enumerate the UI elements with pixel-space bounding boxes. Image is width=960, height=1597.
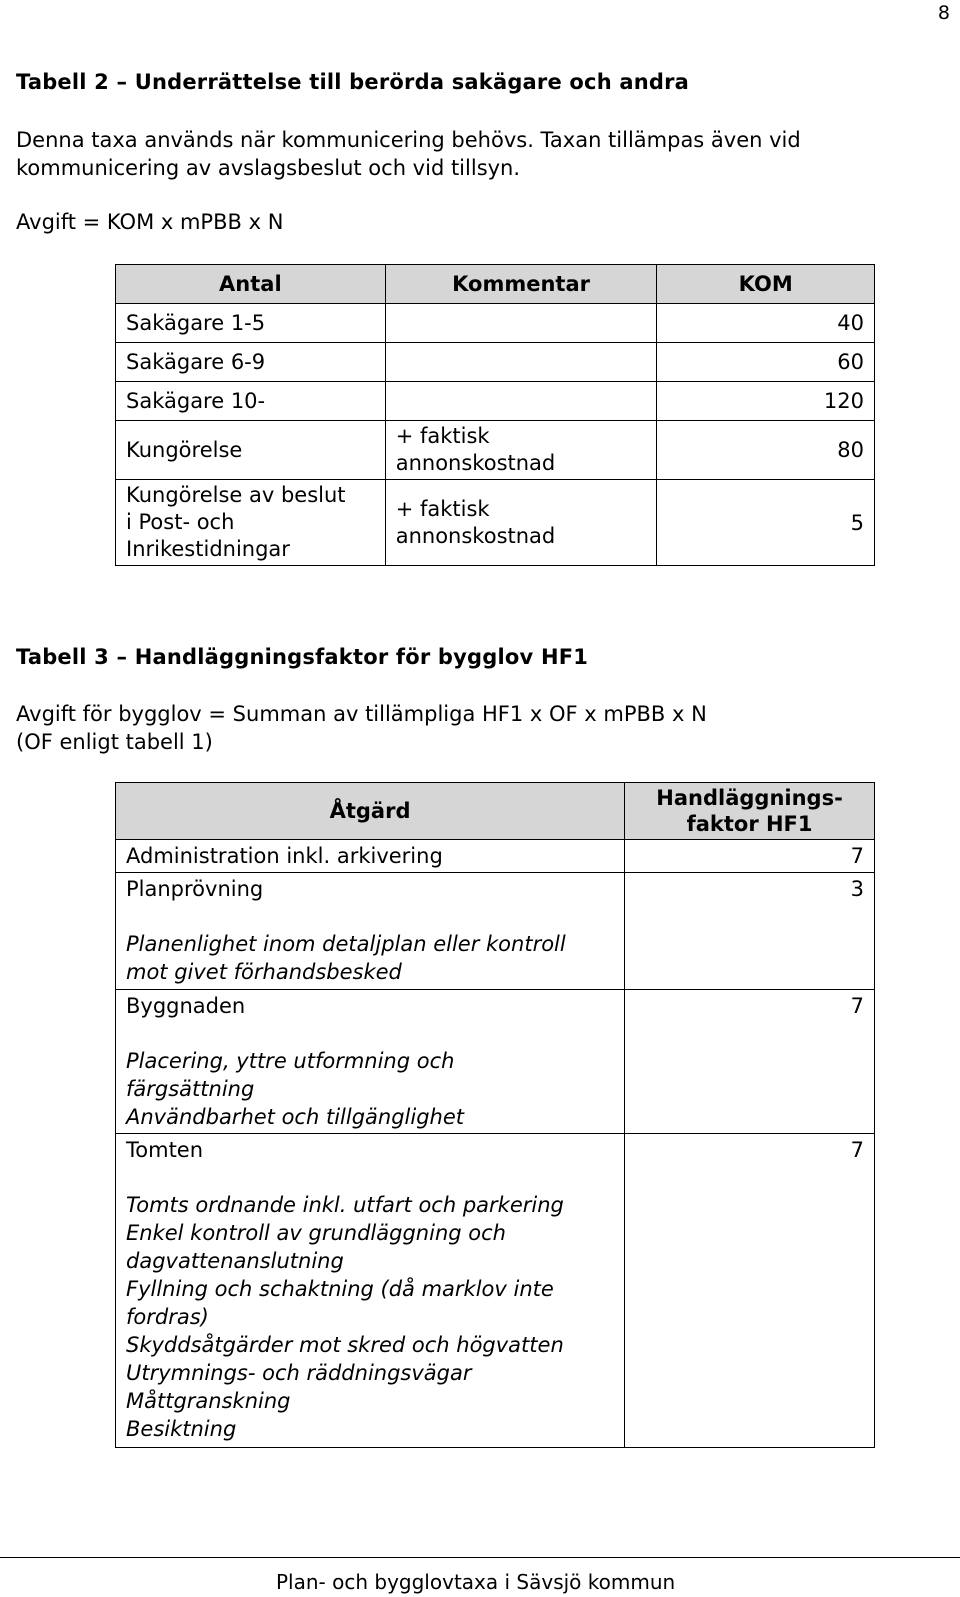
detail-line: färgsättning (126, 1077, 255, 1101)
detail-line: Placering, yttre utformning och (126, 1049, 455, 1073)
table2 (115, 264, 875, 566)
table3-heading: Tabell 3 – Handläggningsfaktor för bygglov HF1 (16, 645, 589, 669)
cell-antal: Sakägare 6-9 (116, 343, 386, 382)
cell-factor: 7 (625, 1134, 875, 1448)
kommentar-line: + faktisk (395, 496, 490, 521)
description-line-1: Denna taxa används när kommunicering behövs. Taxan tillämpas även vid (16, 128, 801, 152)
antal-line: Kungörelse av beslut (126, 483, 346, 507)
cell-atgard (116, 1134, 625, 1448)
table-row (116, 421, 875, 480)
table2-heading: Tabell 2 – Underrättelse till berörda sakägare och andra (16, 70, 690, 94)
cell-kom: 80 (657, 421, 875, 480)
cell-factor: 7 (625, 840, 875, 873)
row-label: Tomten (126, 1138, 204, 1162)
cell-kommentar (385, 421, 657, 480)
cell-antal (116, 480, 386, 566)
detail-line: Enkel kontroll av grundläggning och (126, 1221, 506, 1245)
table-header-row (116, 783, 875, 840)
table3-formula (16, 700, 707, 756)
antal-line: i Post- och (126, 510, 235, 534)
description-line-2: kommunicering av avslagsbeslut och vid tillsyn. (16, 156, 521, 180)
cell-kom: 120 (657, 382, 875, 421)
table-row (116, 1134, 875, 1448)
table-row (116, 382, 875, 421)
table-row (116, 304, 875, 343)
header-kommentar: Kommentar (385, 265, 657, 304)
row-label: Planprövning (126, 877, 264, 901)
table2-formula: Avgift = KOM x mPBB x N (16, 210, 284, 234)
cell-atgard (116, 990, 625, 1134)
cell-kom: 40 (657, 304, 875, 343)
cell-kom: 60 (657, 343, 875, 382)
detail-line: mot givet förhandsbesked (126, 960, 402, 984)
header-kom: KOM (657, 265, 875, 304)
cell-factor: 3 (625, 873, 875, 990)
cell-antal: Kungörelse (116, 421, 386, 480)
cell-kommentar (385, 480, 657, 566)
cell-kommentar (385, 382, 657, 421)
header-antal: Antal (116, 265, 386, 304)
detail-line: Besiktning (126, 1417, 237, 1441)
table-row (116, 873, 875, 990)
detail-line: Planenlighet inom detaljplan eller kontroll (126, 932, 566, 956)
cell-antal: Sakägare 1-5 (116, 304, 386, 343)
detail-line: Skyddsåtgärder mot skred och högvatten (126, 1333, 564, 1357)
cell-antal: Sakägare 10- (116, 382, 386, 421)
header-atgard: Åtgärd (116, 783, 625, 840)
footer-divider (0, 1557, 960, 1558)
cell-kom: 5 (657, 480, 875, 566)
table-header-row (116, 265, 875, 304)
header-handlaggningsfaktor (625, 783, 875, 840)
detail-line: fordras) (126, 1305, 209, 1329)
detail-line: Utrymnings- och räddningsvägar (126, 1361, 472, 1385)
antal-line: Inrikestidningar (126, 537, 290, 561)
kommentar-line: annonskostnad (395, 451, 556, 475)
cell-kommentar (385, 343, 657, 382)
header-factor-line: faktor HF1 (686, 812, 813, 836)
table-row (116, 343, 875, 382)
row-label: Byggnaden (126, 994, 246, 1018)
cell-atgard: Administration inkl. arkivering (116, 840, 625, 873)
detail-line: Tomts ordnande inkl. utfart och parkering (126, 1193, 564, 1217)
table3 (115, 782, 875, 1448)
header-factor-line: Handläggnings- (656, 786, 843, 810)
table2-description (16, 126, 801, 182)
table-row (116, 840, 875, 873)
detail-line: dagvattenanslutning (126, 1249, 344, 1273)
detail-line: Fyllning och schaktning (då marklov inte (126, 1277, 554, 1301)
page-number: 8 (937, 2, 950, 24)
cell-atgard (116, 873, 625, 990)
detail-line: Måttgranskning (126, 1389, 291, 1413)
cell-kommentar (385, 304, 657, 343)
detail-line: Användbarhet och tillgänglighet (126, 1105, 464, 1129)
formula-line-1: Avgift för bygglov = Summan av tillämpliga HF1 x OF x mPBB x N (16, 702, 707, 726)
kommentar-line: + faktisk (395, 424, 490, 448)
formula-line-2: (OF enligt tabell 1) (16, 730, 213, 754)
cell-factor: 7 (625, 990, 875, 1134)
kommentar-line: annonskostnad (395, 523, 556, 548)
table-row (116, 480, 875, 566)
footer-text: Plan- och bygglovtaxa i Sävsjö kommun (276, 1570, 676, 1594)
table-row (116, 990, 875, 1134)
